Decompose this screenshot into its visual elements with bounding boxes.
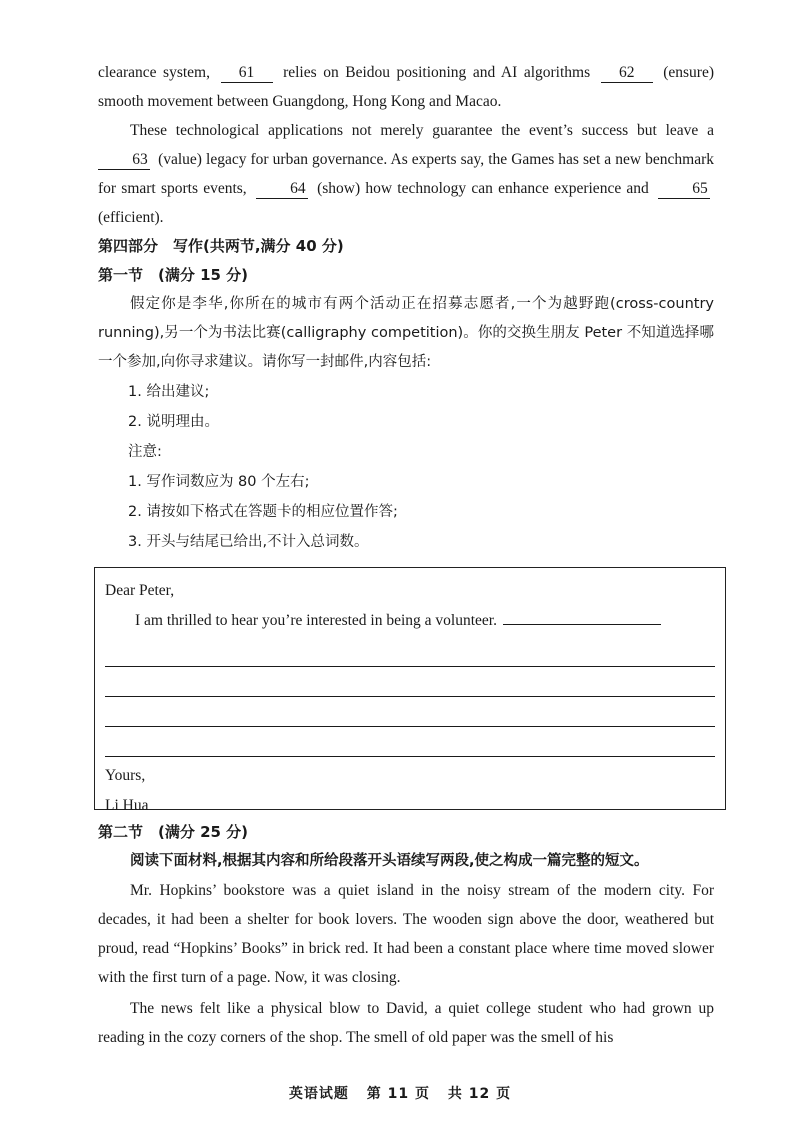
writing-line[interactable]: [105, 667, 715, 697]
passage-text: relies on Beidou positioning and AI algorithms: [283, 64, 591, 81]
notice-2: 2. 请按如下格式在答题卡的相应位置作答;: [128, 504, 398, 520]
footer-subject: 英语试题: [288, 1086, 349, 1102]
writing-line[interactable]: [105, 697, 715, 727]
letter-opening: I am thrilled to hear you’re interested in being a volunteer.: [135, 612, 497, 629]
writing-line[interactable]: [503, 606, 661, 625]
page-footer: [0, 1083, 800, 1103]
passage-text: (efficient).: [98, 209, 164, 226]
answer-blank-65: 65: [658, 180, 710, 199]
writing-line[interactable]: [105, 636, 715, 667]
letter-greeting: Dear Peter,: [105, 582, 175, 599]
notice-3: 3. 开头与结尾已给出,不计入总词数。: [128, 534, 369, 550]
section2-title: 第二节 (满分 25 分): [98, 823, 249, 841]
passage-text: (show) how technology can enhance experience and: [317, 180, 649, 197]
notice-label: 注意:: [128, 444, 162, 460]
answer-blank-62: 62: [601, 64, 653, 83]
word-hint: (ensure): [663, 64, 715, 81]
passage-paragraph-1: [98, 58, 714, 116]
writing-prompt: 假定你是李华,你所在的城市有两个活动正在招募志愿者,一个为越野跑(cross-country running),另一个为书法比赛(calligraphy competition)。你的交换生朋友 Peter 不知道选择哪一个参加,向你寻求建议。请你写一封邮件,内容包括:: [98, 296, 714, 370]
content-point-2: 2. 说明理由。: [128, 414, 219, 430]
passage-paragraph-2: [98, 116, 714, 232]
content-point-1: 1. 给出建议;: [128, 384, 210, 400]
section1-title: 第一节 (满分 15 分): [98, 266, 249, 284]
section2-instruction: 阅读下面材料,根据其内容和所给段落开头语续写两段,使之构成一篇完整的短文。: [130, 853, 649, 869]
answer-blank-64: 64: [256, 180, 308, 199]
letter-opening-line: [105, 606, 715, 636]
letter-signature: Li Hua: [105, 797, 149, 814]
story-paragraph-2: The news felt like a physical blow to David, a quiet college student who had grown up reading in the cozy corners of the shop. The smell of old paper was the smell of his: [98, 1000, 714, 1046]
passage-text: clearance system,: [98, 64, 210, 81]
part4-title: 第四部分 写作(共两节,满分 40 分): [98, 237, 344, 255]
notice-1: 1. 写作词数应为 80 个左右;: [128, 474, 310, 490]
writing-line[interactable]: [105, 727, 715, 757]
letter-closing: Yours,: [105, 767, 146, 784]
story-paragraph-1: Mr. Hopkins’ bookstore was a quiet island in the noisy stream of the modern city. For decades, it had been a shelter for book lovers. The wooden sign above the door, weathered but proud, read “Hopkins’ Books” in brick red. It had been a constant place where time moved slower with the first turn of a page. Now, it was closing.: [98, 882, 714, 986]
passage-text: These technological applications not merely guarantee the event’s success but leave a: [130, 122, 714, 139]
answer-blank-63: 63: [98, 151, 150, 170]
footer-page-number: 第 11 页: [366, 1086, 430, 1102]
passage-text: smooth movement between Guangdong, Hong Kong and Macao.: [98, 93, 502, 110]
answer-blank-61: 61: [221, 64, 273, 83]
letter-answer-box: [94, 567, 726, 814]
passage-text: (value) legacy for urban governance. As experts say, the Games has set a new benchmark for smart sports events,: [98, 151, 714, 197]
footer-total-pages: 共 12 页: [447, 1086, 512, 1102]
